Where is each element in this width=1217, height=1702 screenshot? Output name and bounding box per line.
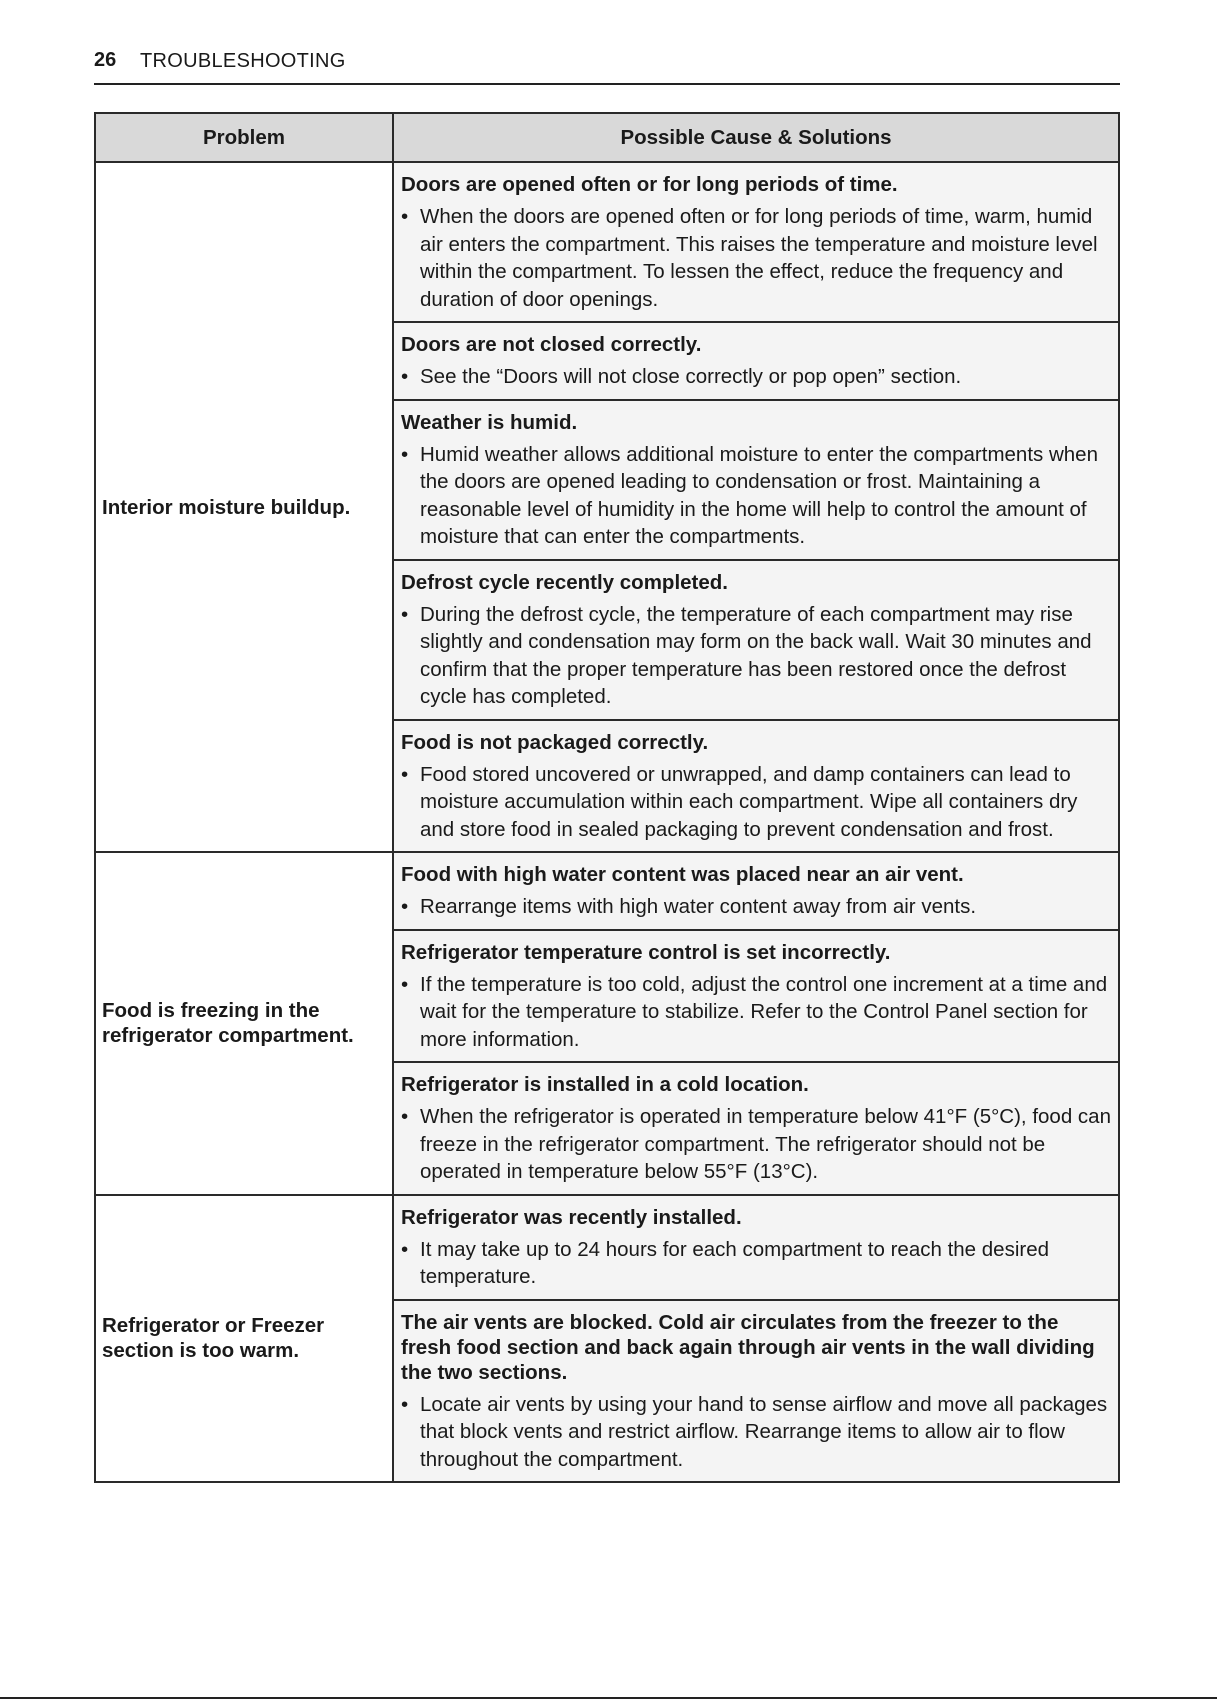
solution-bullet: [401, 761, 1112, 844]
table-header-row: [95, 113, 1119, 162]
cause-column-header: Possible Cause & Solutions: [393, 113, 1119, 162]
cause-cell: [393, 322, 1119, 400]
bullet-icon: •: [401, 442, 409, 466]
bullet-icon: •: [401, 602, 409, 626]
cause-cell: [393, 852, 1119, 930]
solution-bullet: [401, 1236, 1112, 1291]
section-title: TROUBLESHOOTING: [140, 50, 346, 72]
solution-bullet: [401, 1391, 1112, 1474]
cause-title: Refrigerator is installed in a cold location.: [401, 1073, 809, 1096]
solution-text: When the doors are opened often or for long periods of time, warm, humid air enters the compartment. This raises the temperature and moisture level within the compartment. To lessen the effect, reduce the frequency and duration of door openings.: [420, 205, 1098, 311]
page-bottom-rule: [0, 1697, 1217, 1699]
solution-text: If the temperature is too cold, adjust the control one increment at a time and wait for the temperature to stabilize. Refer to the Control Panel section for more information.: [420, 972, 1108, 1051]
solution-text: Locate air vents by using your hand to sense airflow and move all packages that block vents and restrict airflow. Rearrange items to allow air to flow throughout the compartment.: [420, 1392, 1108, 1471]
bullet-icon: •: [401, 1392, 409, 1416]
cause-title: Doors are opened often or for long periods of time.: [401, 173, 898, 196]
troubleshooting-table: [94, 112, 1120, 1483]
table-body: [95, 162, 1119, 1482]
cause-title: Food with high water content was placed near an air vent.: [401, 863, 964, 886]
cause-cell: [393, 930, 1119, 1063]
cause-cell: [393, 1195, 1119, 1300]
cause-cell: [393, 720, 1119, 853]
bullet-icon: •: [401, 895, 409, 918]
cause-title: Weather is humid.: [401, 410, 578, 434]
cause-title: Food is not packaged correctly.: [401, 730, 709, 754]
cause-cell: [393, 400, 1119, 560]
cause-title: Refrigerator temperature control is set incorrectly.: [401, 940, 891, 964]
solution-text: When the refrigerator is operated in temperature below 41°F (5°C), food can freeze in the refrigerator compartment. The refrigerator should not be operated in temperature below 55°F (13°C).: [420, 1105, 1111, 1183]
cause-title: Doors are not closed correctly.: [401, 333, 702, 356]
solution-bullet: [401, 441, 1112, 551]
bullet-icon: •: [401, 972, 409, 996]
cause-title: Defrost cycle recently completed.: [401, 570, 728, 594]
bullet-icon: •: [401, 365, 409, 388]
problem-column-header: Problem: [95, 113, 393, 162]
bullet-icon: •: [401, 1105, 409, 1128]
cause-title: Refrigerator was recently installed.: [401, 1205, 742, 1229]
solution-text: During the defrost cycle, the temperature of each compartment may rise slightly and condensation may form on the back wall. Wait 30 minutes and confirm that the proper temperature has been restored once the defrost cycle has completed.: [420, 602, 1092, 708]
solution-bullet: [401, 1103, 1112, 1186]
solution-bullet: [401, 893, 1112, 921]
page-number: 26: [94, 49, 117, 71]
solution-text: It may take up to 24 hours for each compartment to reach the desired temperature.: [420, 1237, 1050, 1288]
solution-bullet: [401, 971, 1112, 1054]
solution-text: Humid weather allows additional moisture to enter the compartments when the doors are opened leading to condensation or frost. Maintaining a reasonable level of humidity in the home will help to control the amount of moisture that can enter the compartments.: [420, 442, 1098, 548]
cause-cell: [393, 560, 1119, 720]
cause-cell: [393, 1062, 1119, 1195]
cause-cell: [393, 1300, 1119, 1483]
bullet-icon: •: [401, 762, 409, 786]
solution-text: Rearrange items with high water content away from air vents.: [420, 895, 977, 918]
table-row: [95, 162, 1119, 322]
cause-cell: [393, 162, 1119, 322]
solution-text: See the “Doors will not close correctly or pop open” section.: [420, 365, 962, 388]
solution-bullet: [401, 203, 1112, 313]
problem-cell: Interior moisture buildup.: [95, 162, 393, 852]
solution-bullet: [401, 601, 1112, 711]
problem-cell: Food is freezing in the refrigerator compartment.: [95, 852, 393, 1195]
table-row: [95, 1195, 1119, 1300]
bullet-icon: •: [401, 1237, 409, 1261]
problem-cell: Refrigerator or Freezer section is too warm.: [95, 1195, 393, 1483]
table-row: [95, 852, 1119, 930]
cause-title: The air vents are blocked. Cold air circulates from the freezer to the fresh food section and back again through air vents in the wall dividing the two sections.: [401, 1310, 1095, 1384]
bullet-icon: •: [401, 205, 409, 228]
solution-text: Food stored uncovered or unwrapped, and damp containers can lead to moisture accumulation within each compartment. Wipe all containers dry and store food in sealed packaging to prevent condensation and frost.: [420, 762, 1078, 841]
page-header: [94, 49, 1120, 85]
solution-bullet: [401, 363, 1112, 391]
